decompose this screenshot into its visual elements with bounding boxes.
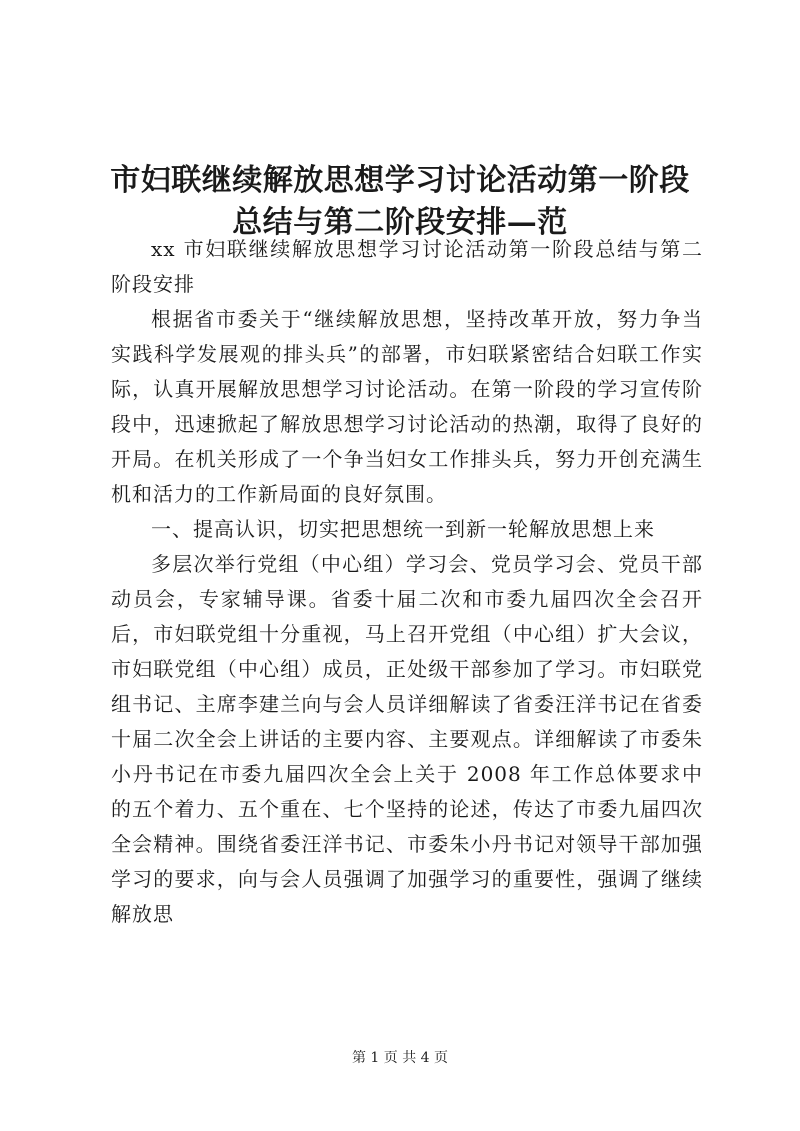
page-number-footer: 第 1 页 共 4 页 — [351, 1050, 449, 1066]
document-title: 市妇联继续解放思想学习讨论活动第一阶段总结与第二阶段安排—范 — [110, 163, 690, 241]
paragraph-intro: 根据省市委关于“继续解放思想，坚持改革开放，努力争当实践科学发展观的排头兵”的部署，市妇联紧密结合妇联工作实际，认真开展解放思想学习讨论活动。在第一阶段的学习宣传阶段中，迅速掀起了解放思想学习讨论活动的热潮，取得了良好的开局。在机关形成了一个争当妇女工作排头兵，努力开创充满生机和活力的工作新局面的良好氛围。 — [111, 307, 703, 506]
section-heading: 一、提高认识，切实把思想统一到新一轮解放思想上来 — [151, 517, 655, 541]
paragraph-study-meetings: 多层次举行党组（中心组）学习会、党员学习会、党员干部动员会，专家辅导课。省委十届二次和市委九届四次全会召开后，市妇联党组十分重视，马上召开党组（中心组）扩大会议，市妇联党组（中心组）成员，正处级干部参加了学习。市妇联党组书记、主席李建兰向与会人员详细解读了省委汪洋书记在省委十届二次全会上讲话的主要内容、主要观点。详细解读了市委朱小丹书记在市委九届四次全会上关于 2008 年工作总体要求中的五个着力、五个重在、七个坚持的论述，传达了市委九届四次全会精神。围绕省委汪洋书记、市委朱小丹书记对领导干部加强学习的要求，向与会人员强调了加强学习的重要性，强调了继续解放思 — [111, 552, 703, 926]
paragraph-subtitle: xx 市妇联继续解放思想学习讨论活动第一阶段总结与第二阶段安排 — [111, 237, 703, 296]
document-body — [111, 232, 703, 932]
